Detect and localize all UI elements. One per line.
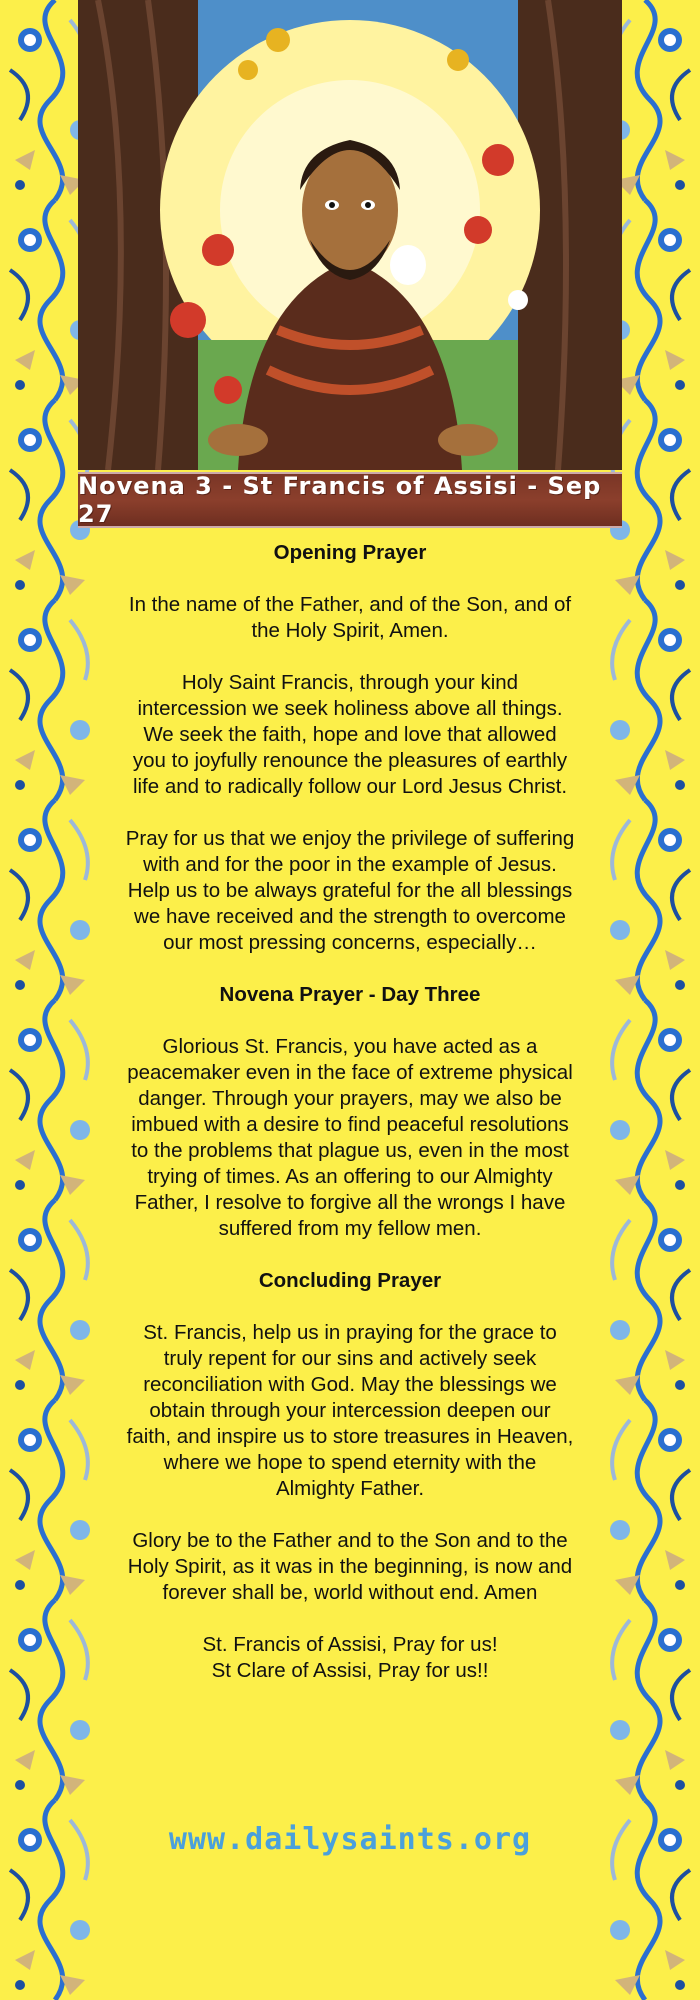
opening-prayer-paragraph-2: Holy Saint Francis, through your kind intercession we seek holiness above all things. We seek the faith, hope and love that allowed you to joyfully renounce the pleasures of earthly life and to radically follow our Lord Jesus Christ. — [132, 671, 568, 798]
novena-prayer-heading: Novena Prayer - Day Three — [219, 983, 481, 1006]
closing-line-1: St. Francis of Assisi, Pray for us! — [202, 1633, 498, 1656]
prayer-content — [125, 540, 575, 1684]
saint-francis-painting — [78, 0, 622, 470]
opening-prayer-paragraph-1: In the name of the Father, and of the Son, and of the Holy Spirit, Amen. — [128, 593, 572, 642]
title-banner — [78, 472, 622, 528]
concluding-prayer-heading: Concluding Prayer — [258, 1269, 442, 1292]
banner-title: Novena 3 - St Francis of Assisi - Sep 27 — [78, 472, 602, 528]
opening-prayer-paragraph-3: Pray for us that we enjoy the privilege of suffering with and for the poor in the example of Jesus. Help us to be always grateful for the all blessings we have received and the strength to overcome our most pressing concerns, especially… — [125, 827, 575, 954]
website-link[interactable]: www.dailysaints.org — [168, 1822, 532, 1857]
concluding-prayer-paragraph-2: Glory be to the Father and to the Son and to the Holy Spirit, as it was in the beginning, is now and forever shall be, world without end. Amen — [127, 1529, 573, 1604]
novena-prayer-paragraph: Glorious St. Francis, you have acted as a peacemaker even in the face of extreme physical danger. Through your prayers, may we also be imbued with a desire to find peaceful resolutions to the problems that plague us, even in the most trying of times. As an offering to our Almighty Father, I resolve to forgive all the wrongs I have suffered from my fellow men. — [127, 1035, 573, 1240]
closing-line-2: St Clare of Assisi, Pray for us!! — [211, 1659, 489, 1682]
saint-francis-illustration-icon — [78, 0, 622, 470]
opening-prayer-heading: Opening Prayer — [273, 541, 427, 564]
concluding-prayer-paragraph-1: St. Francis, help us in praying for the grace to truly repent for our sins and actively seek reconciliation with God. May the blessings we obtain through your intercession deepen our faith, and inspire us to store treasures in Heaven, where we hope to spend eternity with the Almighty Father. — [126, 1321, 574, 1500]
